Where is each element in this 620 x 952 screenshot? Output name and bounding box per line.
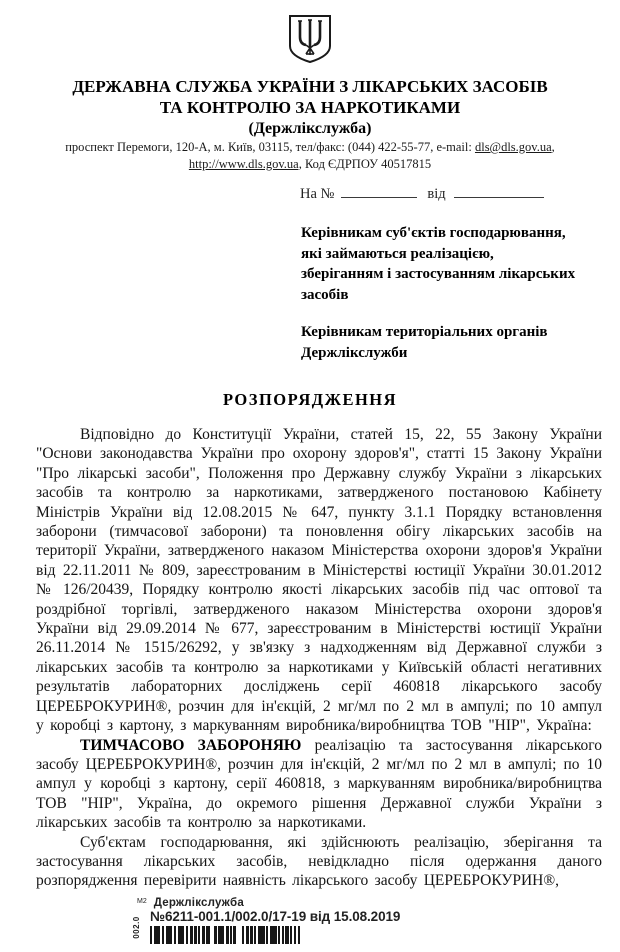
ukraine-trident-emblem-icon [0,14,620,66]
incoming-date-blank [454,185,544,198]
incoming-number-blank [341,185,417,198]
vid-label: від [427,186,446,202]
body-paragraph-3: Суб'єктам господарювання, які здійснюють реалізацію, зберігання та застосування лікарських засобів, невідкладно після одержання даного розпорядження перевірити наявність лікарського засобу ЦЕРЕБРОКУРИН®, [36,833,602,890]
address-text: проспект Перемоги, 120-А, м. Київ, 03115, тел/факс: (044) 422-55-77, e-mail: [65,140,475,154]
document-body [36,425,602,891]
addressee-block [301,223,603,363]
reference-line [300,185,620,203]
website-text: http://www.dls.gov.ua, [188,156,302,171]
body-paragraph-1: Відповідно до Конституції України, статей 15, 22, 55 Закону України "Основи законодавства України про охорону здоров'я", статті 15 Закону України "Про лікарські засоби", Положення про Державну службу України з лікарських засобів та контролю за наркотиками, затвердженого постановою Кабінету Міністрів України від 12.08.2015 № 647, пункту 3.1.1 Порядку встановлення заборони (тимчасової заборони) та поновлення обігу лікарських засобів на території України, затвердженого наказом Міністерства охорони здоров'я України від 22.11.2011 № 809, зареєстрованим в Міністерстві юстиції України 30.01.2012 № 126/20439, Порядку контролю якості лікарських засобів під час оптової та роздрібної торгівлі, затвердженого наказом Міністерства охорони здоров'я України від 29.09.2014 № 677, зареєстрованим в Міністерстві юстиції України 26.11.2014 № 1515/26292, у зв'язку з надходженням від Державної служби з лікарських засобів та контролю за наркотиками у Київській області негативних результатів лабораторних досліджень серії 460818 лікарського засобу ЦЕРЕБРОКУРИН®, розчин для ін'єкцій, 2 мг/мл по 2 мл в ампулі; по 10 ампул у коробці з картону, з маркуванням виробника/виробництва ТОВ "НІР", Україна: [36,426,602,735]
addressee-line: зберіганням і застосуванням лікарських [301,266,576,282]
body-paragraph-2 [36,736,602,833]
na-label: На № [300,186,335,202]
org-website-line [0,157,620,173]
org-name-line1: ДЕРЖАВНА СЛУЖБА УКРАЇНИ З ЛІКАРСЬКИХ ЗАСОБІВ [72,77,548,96]
address-comma: , [551,140,555,154]
addressee-line: які займаються реалізацією, [301,245,494,262]
addressee-group-2 [301,322,603,363]
document-title: РОЗПОРЯДЖЕННЯ [222,390,398,409]
stamp-marker: М2 [137,898,147,905]
stamp-side-code: 002.0 [131,916,141,939]
org-address-line [0,140,620,156]
org-name-line2: ТА КОНТРОЛЮ ЗА НАРКОТИКАМИ [159,98,461,117]
addressee-group-1 [301,223,603,305]
org-short-name: (Держлікслужба) [248,120,372,137]
addressee-line: Держлікслужби [301,344,408,361]
addressee-line: Керівникам суб'єктів господарювання, [301,225,566,241]
letterhead [0,0,620,172]
email-text: dls@dls.gov.ua [474,140,552,154]
registration-stamp [126,897,400,944]
prohibition-lead: ТИМЧАСОВО ЗАБОРОНЯЮ [80,736,302,754]
barcode [150,926,300,944]
edrpou-text: Код ЄДРПОУ 40517815 [301,156,432,171]
stamp-org-name: Держлікслужба [153,897,244,909]
paragraph-2-text: реалізацію та застосування лікарського засобу ЦЕРЕБРОКУРИН®, розчин для ін'єкцій, 2 мг/мл по 2 мл в ампулі; по 10 ампул у коробці з картону, серії 460818, з маркуванням виробника/виробництва ТОВ "НІР", Україна, до окремого рішення Державної служби України з лікарських засобів та контролю за наркотиками. [36,736,602,832]
stamp-content [137,897,401,944]
addressee-line: засобів [301,286,349,303]
addressee-line: Керівникам територіальних органів [301,324,548,340]
stamp-number-line: №6211-001.1/002.0/17-19 від 15.08.2019 [150,909,401,924]
